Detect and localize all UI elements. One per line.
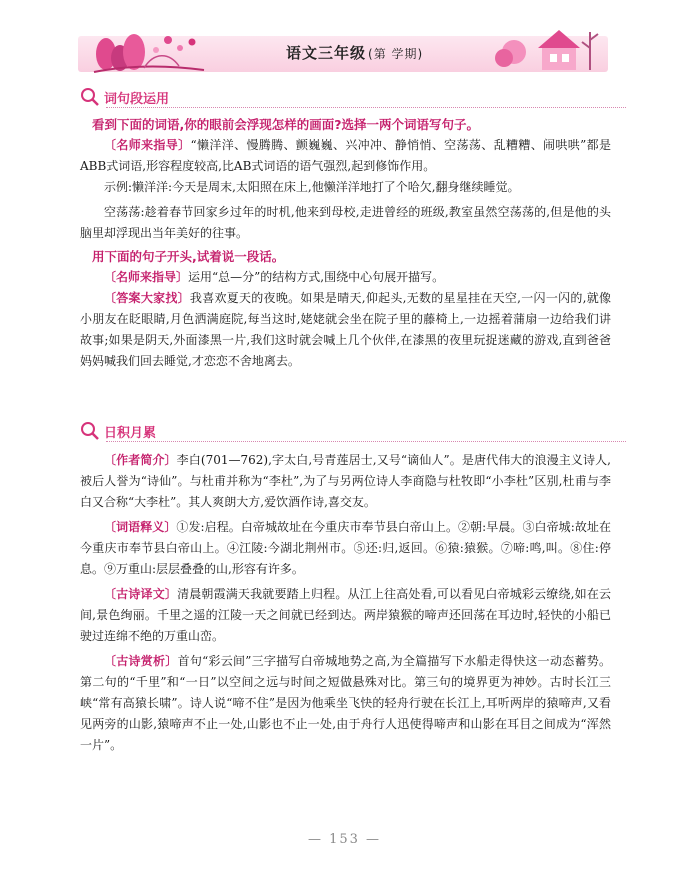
- page-number: — 153 —: [307, 832, 382, 847]
- divider: [106, 107, 626, 108]
- answer: [80, 288, 611, 372]
- example-2: 空荡荡:趁着春节回家乡过年的时机,他来到母校,走进曾经的班级,教室虽然空荡荡的,但是他的头脑里却浮现出当年美好的往事。: [80, 205, 611, 240]
- house-decoration-icon: [484, 22, 604, 74]
- words-tag: 〔词语释义〕: [104, 520, 177, 534]
- header-title: [286, 42, 423, 63]
- question-2: 用下面的句子开头,试着说一段话。: [92, 249, 285, 264]
- translation-tag: 〔古诗译文〕: [104, 587, 178, 601]
- guide-text: “懒洋洋、慢腾腾、颤巍巍、兴冲冲、静悄悄、空荡荡、乱糟糟、闹哄哄”都是ABB式词语,形容程度较高,比AB式词语的语气强烈,起到修饰作用。: [80, 138, 611, 173]
- section-heading-words: [80, 86, 169, 108]
- divider: [106, 441, 626, 442]
- guide-1: [80, 135, 611, 177]
- guide-tag: 〔名师来指导〕: [104, 270, 189, 284]
- question-1: 看到下面的词语,你的眼前会浮现怎样的画面?选择一两个词语写句子。: [92, 117, 480, 132]
- appreciation-tag: 〔古诗赏析〕: [104, 654, 178, 668]
- translation-text: 清晨朝霞满天我就要踏上归程。从江上往高处看,可以看见白帝城彩云缭绕,如在云间,景色绚丽。千里之遥的江陵一天之间就已经到达。两岸猿猴的啼声还回荡在耳边时,轻快的小船已驶过连绵不绝的万重山峦。: [80, 587, 611, 643]
- words-text: ①发:启程。白帝城故址在今重庆市奉节县白帝山上。②朝:早晨。③白帝城:故址在今重庆市奉节县白帝山上。④江陵:今湖北荆州市。⑤还:归,返回。⑥猿:猿猴。⑦啼:鸣,叫。⑧住:停息。⑨万重山:层层叠叠的山,形容有许多。: [80, 520, 611, 576]
- guide-text: 运用“总—分”的结构方式,围绕中心句展开描写。: [188, 270, 445, 284]
- example-1: 示例:懒洋洋:今天是周末,太阳照在床上,他懒洋洋地打了个哈欠,翻身继续睡觉。: [104, 180, 520, 194]
- header-subtitle: (第 学期): [368, 47, 424, 61]
- section-heading-accumulation: [80, 420, 156, 442]
- section-body-words: [80, 114, 611, 372]
- answer-tag: 〔答案大家找〕: [104, 291, 190, 305]
- answer-text: 我喜欢夏天的夜晚。如果是晴天,仰起头,无数的星星挂在天空,一闪一闪的,就像小朋友在眨眼睛,月色洒满庭院,每当这时,姥姥就会坐在院子里的藤椅上,一边摇着蒲扇一边给我们讲故事;如果是阴天,外面漆黑一片,我们这时就会喊上几个伙伴,在漆黑的夜里玩捉迷藏的游戏,直到爸爸妈妈喊我们回去睡觉,才恋恋不舍地离去。: [80, 291, 611, 368]
- appreciation-text: 首句“彩云间”三字描写白帝城地势之高,为全篇描写下水船走得快这一动态蓄势。第二句的“千里”和“一日”以空间之远与时间之短做悬殊对比。第三句的境界更为神妙。古时长江三峡“常有高猿长啸”。诗人说“啼不住”是因为他乘坐飞快的轻舟行驶在长江上,耳听两岸的猿啼声,又看见两旁的山影,猿啼声不止一处,山影也不止一处,由于舟行人迅使得啼声和山影在耳目之间成为“浑然一片”。: [80, 654, 611, 752]
- section-title: 词句段运用: [104, 91, 170, 107]
- author-text: 李白(701—762),字太白,号青莲居士,又号“谪仙人”。是唐代伟大的浪漫主义诗人,被后人誉为“诗仙”。与杜甫并称为“李杜”,为了与另两位诗人李商隐与杜牧即“小李杜”区别,杜甫与李白又合称“大李杜”。其人爽朗大方,爱饮酒作诗,喜交友。: [80, 453, 611, 509]
- magnifier-icon: [80, 87, 100, 107]
- author-intro: [80, 450, 611, 513]
- author-tag: 〔作者简介〕: [104, 453, 177, 467]
- guide-tag: 〔名师来指导〕: [104, 138, 191, 152]
- poem-appreciation: [80, 651, 611, 756]
- guide-2: [80, 267, 611, 288]
- magnifier-icon: [80, 421, 100, 441]
- section-body-accumulation: [80, 450, 611, 756]
- header-title-text: 语文三年级: [286, 44, 367, 62]
- word-meanings: [80, 517, 611, 580]
- section-title: 日积月累: [104, 425, 157, 441]
- page-header: [78, 22, 608, 74]
- flower-decoration-icon: [84, 22, 254, 74]
- poem-translation: [80, 584, 611, 647]
